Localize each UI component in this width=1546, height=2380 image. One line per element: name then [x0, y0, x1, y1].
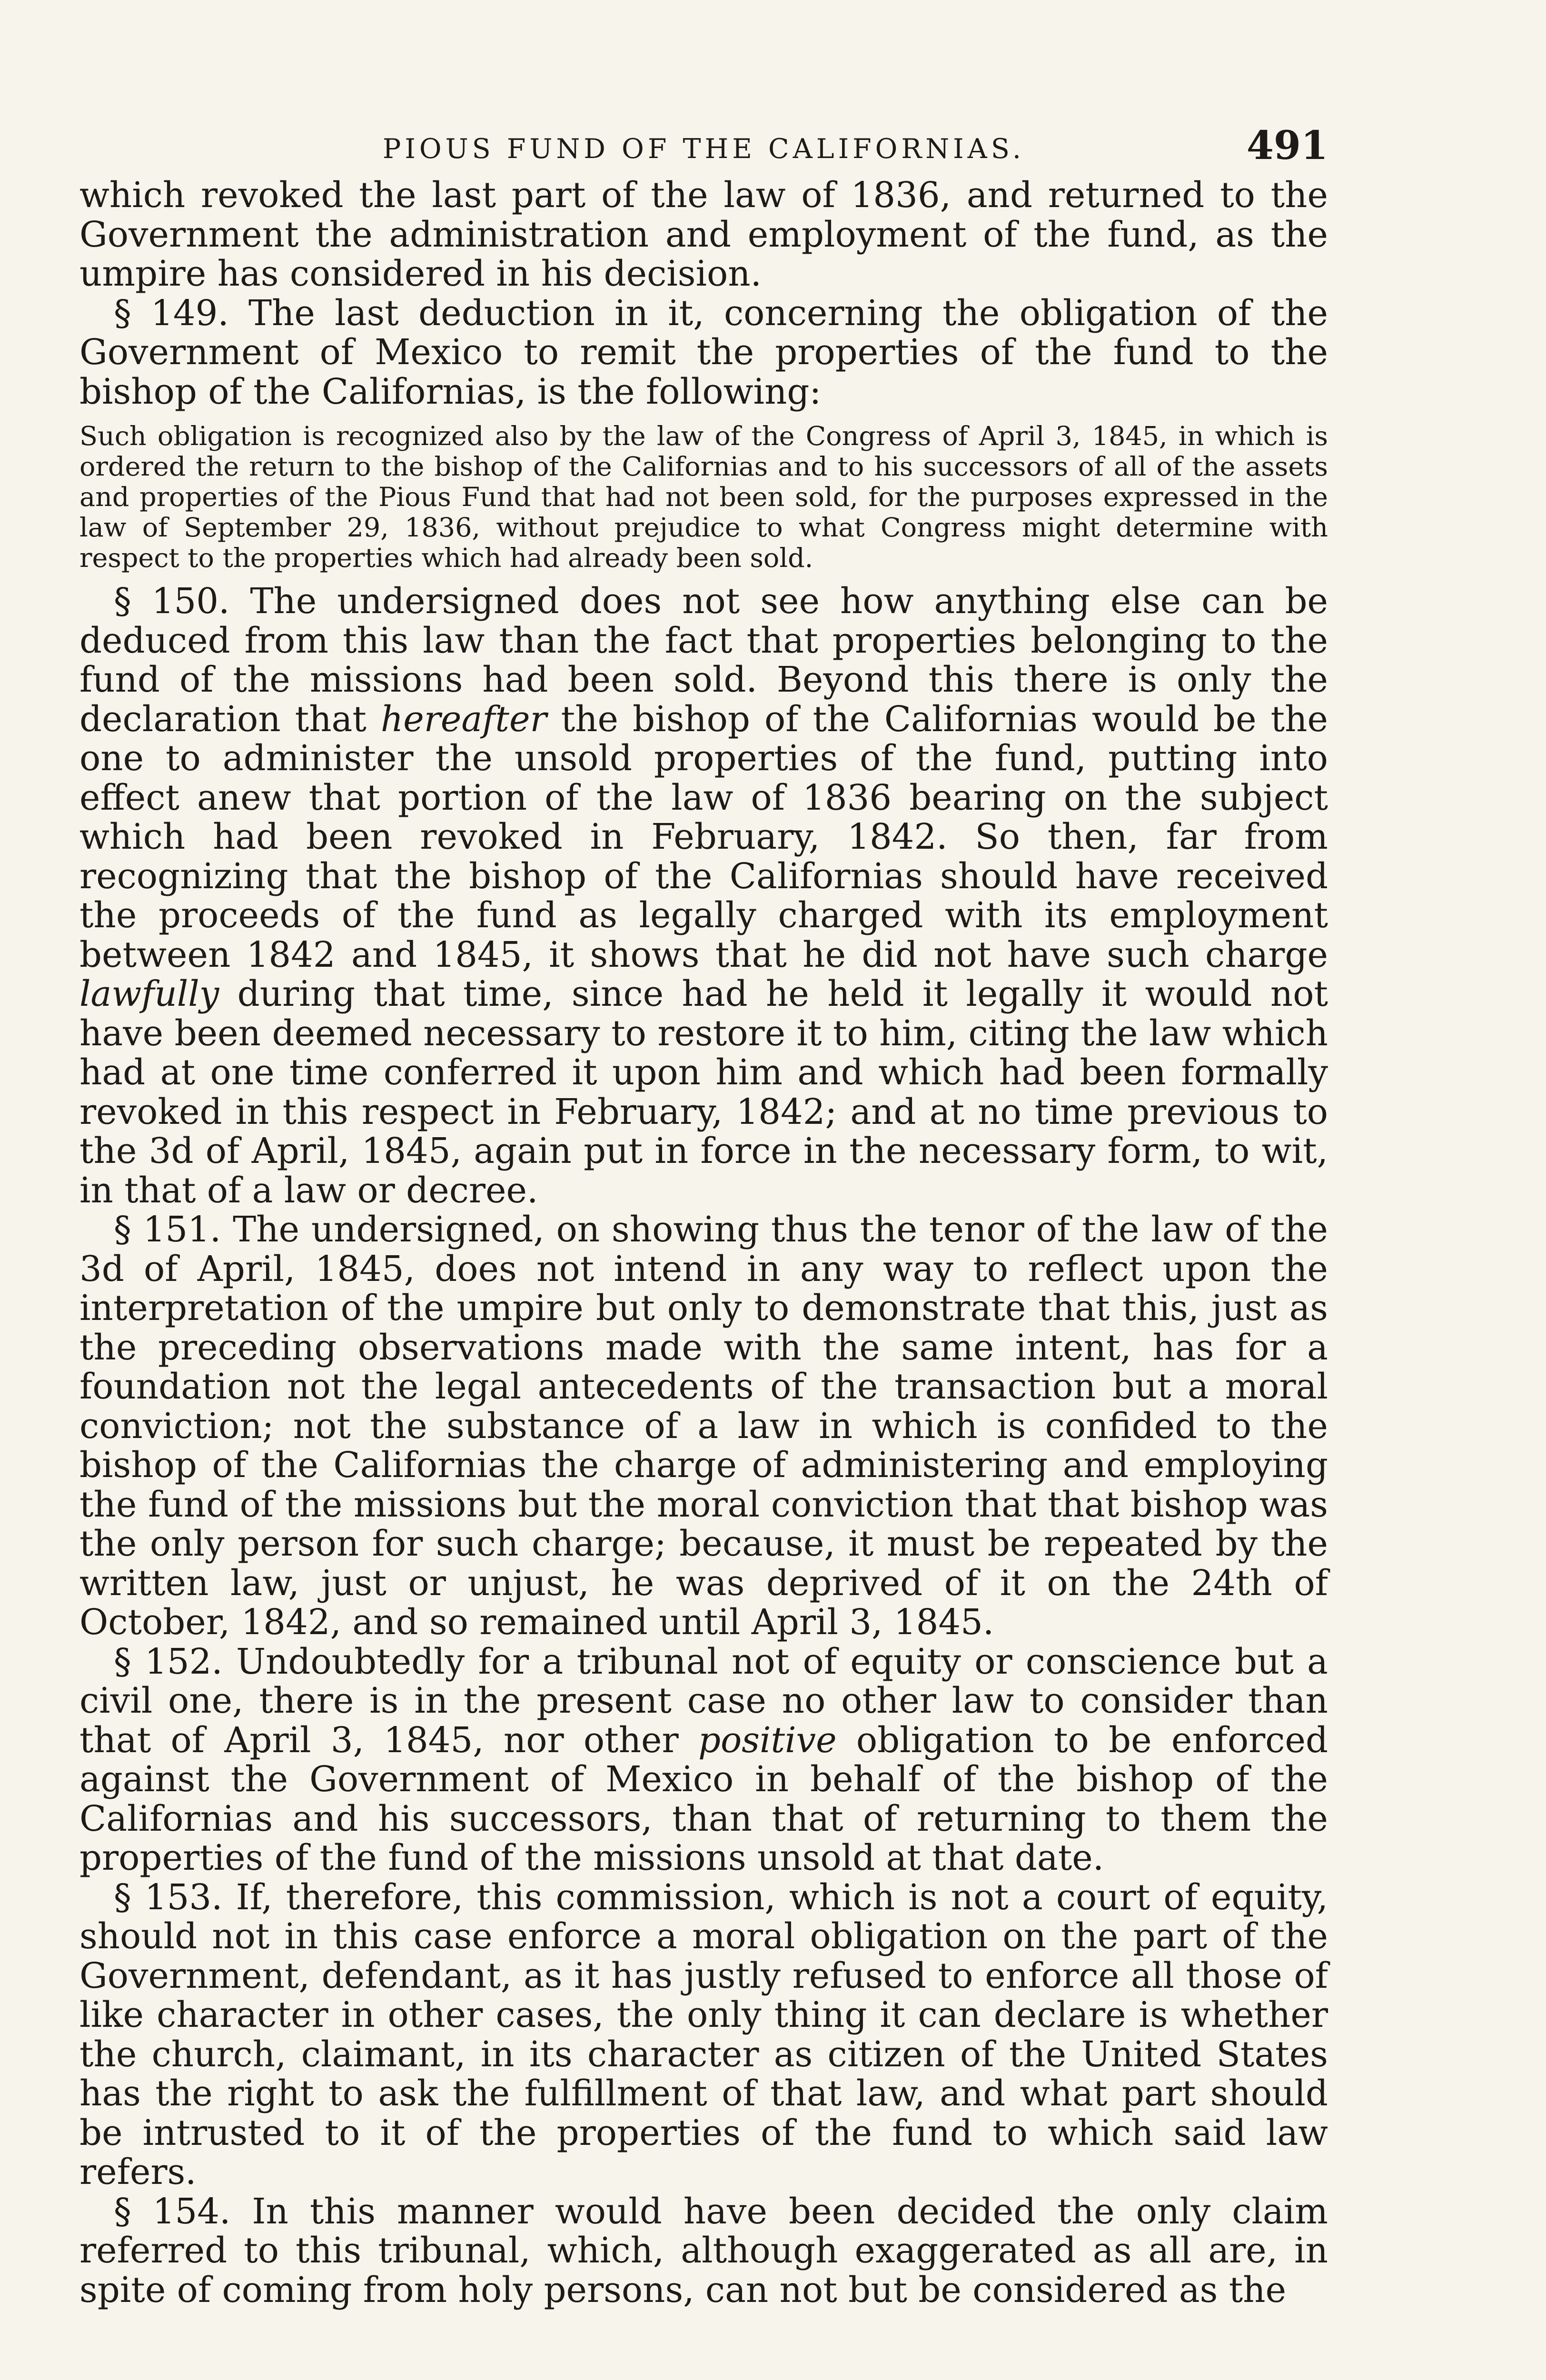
italic-hereafter: hereafter [380, 699, 547, 740]
paragraph-152 [79, 1643, 1328, 1878]
paragraph-153: § 153. If, therefore, this commission, which is not a court of equity, should not in this case enforce a moral obligation on the part of the Government, defendant, as it has justly refused to enforce all those of like character in other cases, the only thing it can declare is whether the church, claimant, in its character as citizen of the United States has the right to ask the fulfillment of that law, and what part should be intrusted to it of the properties of the fund to which said law refers. [79, 1877, 1328, 2192]
book-page [79, 109, 1328, 2310]
paragraph-150-text-c: during that time, since had he held it legally it would not have been deemed necessary to restore it to him, citing the law which had at one time conferred it upon him and which had been formally revoked in this respect in February, 1842; and at no time previous to the 3d of April, 1845, again put in force in the necessary form, to wit, in that of a law or decree. [79, 974, 1328, 1211]
paragraph-154: § 154. In this manner would have been decided the only claim referred to this tribunal, which, although exaggerated as all are, in spite of coming from holy persons, can not but be considered as the [79, 2191, 1328, 2311]
italic-lawfully: lawfully [79, 974, 219, 1014]
paragraph-150-text-b: the bishop of the Californias would be the one to administer the unsold properties of the fund, putting into effect anew that portion of the law of 1836 bearing on the subject which had been revoked in February, 1842. So then, far from recognizing that the bishop of the Californias should have received the proceeds of the fund as legally charged with its employment between 1842 and 1845, it shows that he did not have such charge [79, 699, 1328, 975]
page-number: 491 [1246, 123, 1328, 169]
page-header [79, 109, 1328, 176]
paragraph-151: § 151. The undersigned, on showing thus the tenor of the law of the 3d of April, 1845, does not intend in any way to reflect upon the interpretation of the umpire but only to demonstrate that this, just as the preceding observations made with the same intent, has for a foundation not the legal antecedents of the transaction but a moral conviction; not the substance of a law in which is confided to the bishop of the Californias the charge of administering and employing the fund of the missions but the moral conviction that that bishop was the only person for such charge; because, it must be repeated by the written law, just or unjust, he was deprived of it on the 24th of October, 1842, and so remained until April 3, 1845. [79, 1210, 1328, 1643]
paragraph-152-text-a: § 152. Undoubtedly for a tribunal not of equity or conscience but a civil one, there is in the present case no other law to consider than that of April 3, 1845, nor other [79, 1641, 1328, 1761]
paragraph-150 [79, 582, 1328, 1210]
paragraph-152-text-b: obligation to be enforced against the Government of Mexico in behalf of the bishop of the Californias and his successors, than that of returning to them the properties of the fund of the missions unsold at that date. [79, 1720, 1328, 1878]
body-text [79, 176, 1328, 2310]
italic-positive: positive [698, 1720, 837, 1761]
quoted-passage: Such obligation is recognized also by the law of the Congress of April 3, 1845, in which is ordered the return to the bishop of the Californias and to his successors of all of the assets and properties of the Pious Fund that had not been sold, for the purposes expressed in the law of September 29, 1836, without prejudice to what Congress might determine with respect to the properties which had already been sold. [79, 421, 1328, 574]
paragraph-continuation: which revoked the last part of the law of 1836, and returned to the Government the administration and employment of the fund, as the umpire has considered in his decision. [79, 175, 1328, 294]
paragraph-150-text-a: § 150. The undersigned does not see how anything else can be deduced from this law than the fact that properties belonging to the fund of the missions had been sold. Beyond this there is only the declaration that [79, 581, 1328, 740]
running-title: PIOUS FUND OF THE CALIFORNIAS. [383, 133, 1025, 165]
paragraph-149: § 149. The last deduction in it, concerning the obligation of the Government of Mexico to remit the properties of the fund to the bishop of the Californias, is the following: [79, 293, 1328, 412]
